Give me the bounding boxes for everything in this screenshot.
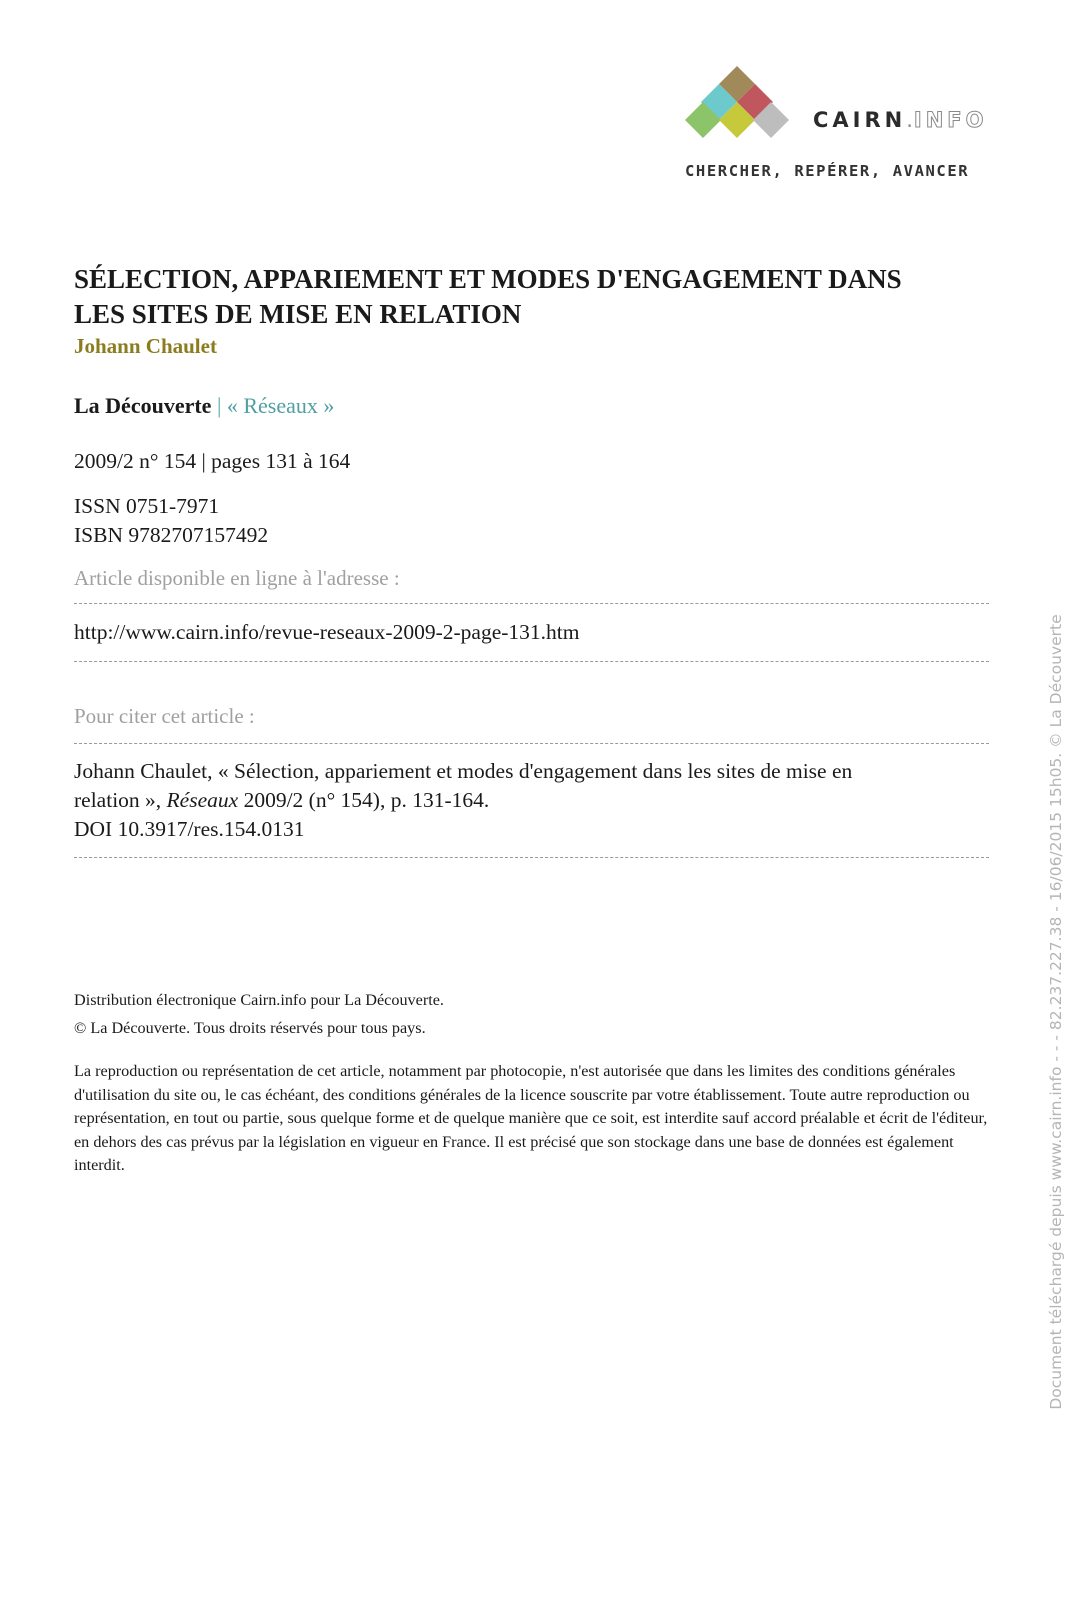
publisher-separator: | [211,393,227,418]
title-line-2: LES SITES DE MISE EN RELATION [74,299,522,329]
article-metadata [74,262,994,858]
publisher-line [74,393,994,419]
issue-info: 2009/2 n° 154 | pages 131 à 164 [74,449,351,473]
citation-doi: DOI 10.3917/res.154.0131 [74,817,305,841]
availability-label: Article disponible en ligne à l'adresse : [74,566,400,590]
copyright-notice: © La Découverte. Tous droits réservés pour tous pays. [74,1019,426,1037]
author-name[interactable]: Johann Chaulet [74,334,217,358]
logo-word: CAIRN [813,108,907,132]
article-title [74,262,994,332]
download-watermark: Document téléchargé depuis www.cairn.info - - - 82.237.227.38 - 16/06/2015 15h05. © La Découverte [1047,614,1065,1410]
reproduction-notice: La reproduction ou représentation de cet article, notamment par photocopie, n'est autorisée que dans les limites des conditions générales d'utilisation du site ou, le cas échéant, des conditions générales de la licence souscrite par votre établissement. Toute autre reproduction ou représentation, en tout ou partie, sous quelque forme et de quelque manière que ce soit, est interdite sauf accord préalable et écrit de l'éditeur, en dehors des cas prévus par la législation en vigueur en France. Il est précisé que son stockage dans une base de données est également interdit. [74,1062,988,1174]
citation-label: Pour citer cet article : [74,704,255,728]
citation-line-1: Johann Chaulet, « Sélection, appariement et modes d'engagement dans les sites de mise en [74,759,853,783]
citation-journal: Réseaux [166,788,239,812]
cairn-logo[interactable] [685,66,1015,186]
identifiers [74,492,994,550]
journal-link[interactable]: « Réseaux » [226,393,335,418]
divider [74,857,989,858]
divider [74,661,989,662]
issn: ISSN 0751-7971 [74,494,220,518]
logo-wordmark [813,108,988,132]
publisher-name: La Découverte [74,393,212,418]
cairn-diamond-logo-icon [685,66,805,146]
article-url-link[interactable]: http://www.cairn.info/revue-reseaux-2009-2-page-131.htm [74,620,580,644]
footer-legal [74,988,1004,1178]
logo-suffix: INFO [913,108,988,132]
distribution-notice: Distribution électronique Cairn.info pour La Découverte. [74,991,444,1009]
citation-line-2-suffix: 2009/2 (n° 154), p. 131-164. [238,788,490,812]
citation-line-2 [74,786,994,815]
logo-dot: . [906,108,914,132]
title-line-1: SÉLECTION, APPARIEMENT ET MODES D'ENGAGEMENT DANS [74,264,902,294]
isbn: ISBN 9782707157492 [74,523,269,547]
logo-tagline: CHERCHER, REPÉRER, AVANCER [685,162,970,180]
citation-line-2-prefix: relation », [74,788,167,812]
citation-text [74,744,994,857]
